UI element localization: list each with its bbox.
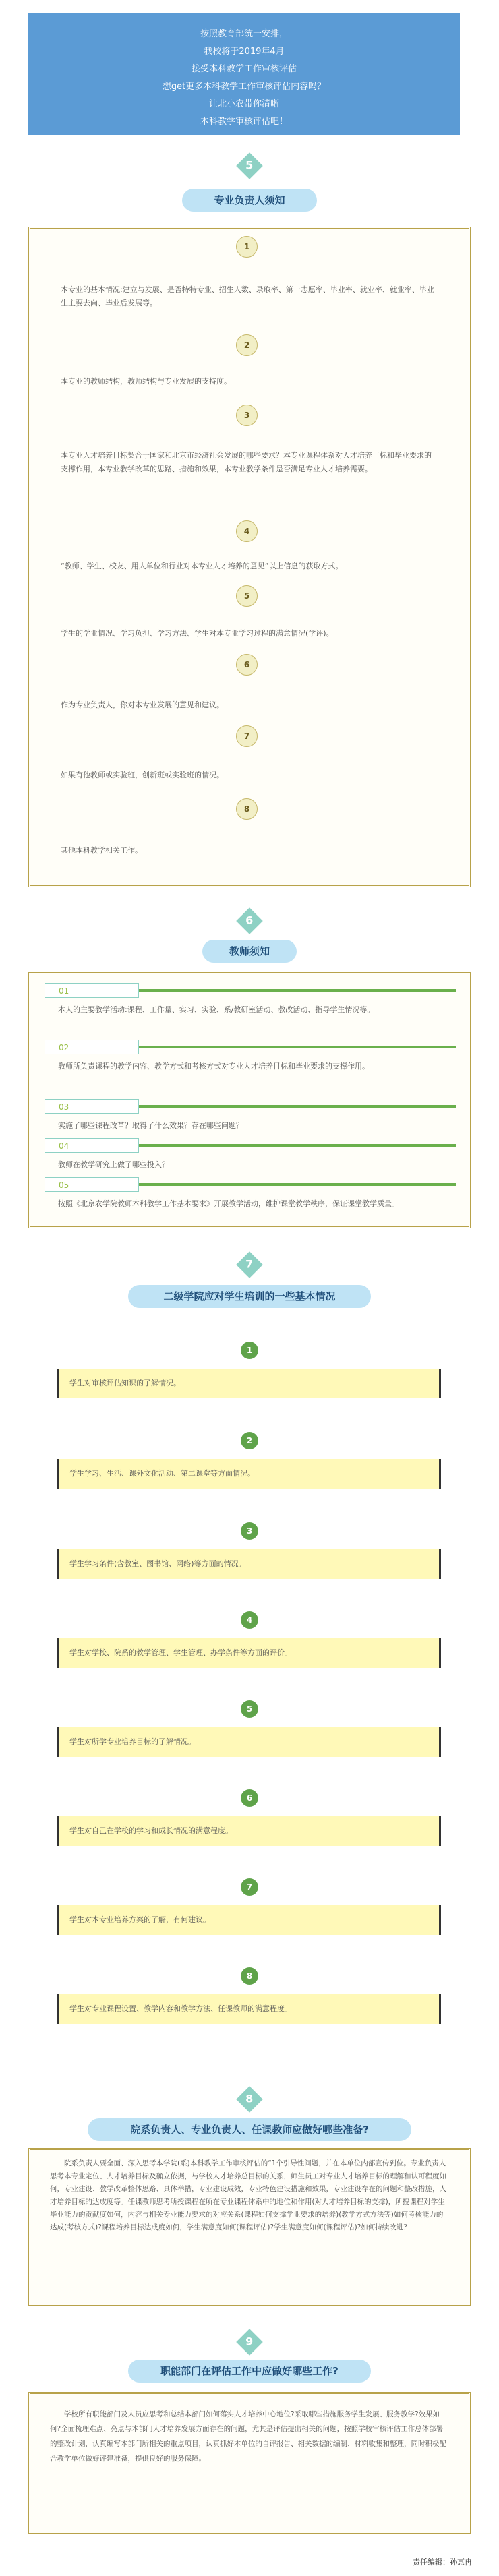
- item-text: 本人的主要教学活动:课程、工作量、实习、实验、系/教研室活动、教改活动、指导学生情况等。: [58, 1005, 375, 1014]
- item-box: 学生对自己在学校的学习和成长情况的满意程度。: [57, 1816, 441, 1846]
- item-box: 学生对学校、院系的教学管理、学生管理、办学条件等方面的评价。: [57, 1638, 441, 1668]
- item-number: 7: [241, 1878, 258, 1896]
- item-number: 6: [236, 654, 258, 676]
- section-number: 6: [236, 907, 263, 934]
- intro-line: 我校将于2019年4月: [204, 47, 285, 57]
- item-text: 实施了哪些课程改革？取得了什么效果？存在哪些问题？: [58, 1121, 243, 1130]
- intro-line: 按照教育部统一安排，: [200, 29, 288, 39]
- item-box: 学生学习条件(含教室、图书馆、网络)等方面的情况。: [57, 1549, 441, 1579]
- item-text: 学生的学业情况、学习负担、学习方法、学生对本专业学习过程的满意情况(学评)。: [61, 629, 334, 638]
- item-text: 作为专业负责人，你对本专业发展的意见和建议。: [61, 700, 224, 709]
- item-text: 其他本科教学相关工作。: [61, 846, 142, 855]
- item-number: 5: [241, 1700, 258, 1718]
- section-title: 专业负责人须知: [182, 189, 317, 212]
- item-number: 2: [236, 334, 258, 356]
- item-text: 教师所负责课程的教学内容、教学方式和考核方式对专业人才培养目标和毕业要求的支撑作用。: [58, 1062, 370, 1071]
- item-number: 5: [236, 585, 258, 607]
- item-number: 4: [241, 1611, 258, 1629]
- item-tab: 03: [45, 1099, 139, 1114]
- item-box: 学生对本专业培养方案的了解，有何建议。: [57, 1905, 441, 1935]
- intro-line: 本科教学审核评估吧！: [200, 117, 288, 127]
- item-text: 本专业的基本情况:建立与发展、是否特特专业、招生人数、录取率、第一志愿率、毕业率、就业率、就业率、毕业生主要去向、毕业后发展等。: [61, 285, 434, 307]
- item-text: 本专业的教师结构，教师结构与专业发展的支持度。: [61, 377, 231, 386]
- section-title: 教师须知: [202, 940, 297, 963]
- section-title: 职能部门在评估工作中应做好哪些工作?: [128, 2360, 371, 2383]
- item-box: 学生学习、生活、课外文化活动、第二课堂等方面情况。: [57, 1459, 441, 1489]
- divider-line: [139, 1105, 456, 1108]
- item-number: 1: [241, 1342, 258, 1359]
- item-text: 按照《北京农学院教师本科教学工作基本要求》开展教学活动，维护课堂教学秩序，保证课堂教学质量。: [58, 1199, 399, 1208]
- item-number: 1: [236, 236, 258, 258]
- divider-line: [139, 1183, 456, 1186]
- item-text: “教师、学生、校友、用人单位和行业对本专业人才培养的意见”以上信息的获取方式。: [61, 562, 343, 570]
- item-number: 3: [236, 405, 258, 426]
- item-box: 学生对所学专业培养目标的了解情况。: [57, 1727, 441, 1757]
- item-text: 本专业人才培养目标契合于国家和北京市经济社会发展的哪些要求？本专业课程体系对人才培养目标和毕业要求的支撑作用，本专业教学改革的思路、措施和效果，本专业教学条件是否满足专业人才培养需要。: [61, 451, 432, 473]
- item-number: 8: [241, 1967, 258, 1985]
- item-tab: 04: [45, 1138, 139, 1153]
- item-number: 6: [241, 1789, 258, 1807]
- section-panel: [28, 227, 471, 887]
- item-tab: 05: [45, 1177, 139, 1192]
- intro-line: 接受本科教学工作审核评估: [191, 64, 297, 74]
- item-text: 教师在教学研究上做了哪些投入？: [58, 1160, 169, 1169]
- intro-line: 想get更多本科教学工作审核评估内容吗？: [162, 82, 326, 92]
- section-number: 9: [236, 2329, 263, 2356]
- intro-banner: [28, 13, 460, 135]
- item-box: 学生对审核评估知识的了解情况。: [57, 1369, 441, 1398]
- intro-line: 让北小农带你清晰: [208, 99, 279, 109]
- section-number: 7: [236, 1251, 263, 1278]
- item-number: 8: [236, 798, 258, 820]
- editor-credit: 责任编辑：孙惠冉: [413, 2558, 472, 2567]
- section-title: 院系负责人、专业负责人、任课教师应做好哪些准备?: [88, 2118, 411, 2141]
- item-number: 7: [236, 725, 258, 747]
- section-paragraph: 学校所有职能部门及人员应思考和总结本部门如何落实人才培养中心地位?采取哪些措施服务学生发展、服务教学?效果如何?全面梳理难点、亮点与本部门人才培养发展方面存在的问题，尤其是评估提出相关的问题，按照学校审核评估工作总体部署的整改计划，认真编写本部门所相关的重点项目，认真抓好本单位的自评报告、相关数据的编制、材料收集和整理，同时积极配合教学单位做好评建准备，提供良好的服务保障。: [50, 2410, 446, 2463]
- item-text: 如果有他教师或实验班，创新班或实验班的情况。: [61, 771, 224, 779]
- item-tab: 02: [45, 1040, 139, 1054]
- divider-line: [139, 1046, 456, 1048]
- section-number: 8: [236, 2086, 263, 2113]
- section-paragraph: 院系负责人要全面、深入思考本学院(系)本科教学工作审核评估的“1个引导性问题，并在本单位内部宣传到位。专业负责人思考本专业定位、人才培养目标及确立依据，与学校人才培养总目标的关系，师生员工对专业人才培养目标的理解和认可程度如何，专业建设、教学改革整体思路、具体举措，专业建设成效，专业特色建设措施和效果，专业建设存在的问题和整改措施，人才培养目标的达成度等。任课教师思考所授课程在所在专业课程体系中的地位和作用(对人才培养目标的支撑)，所授课程对学生毕业能力的贡献度如何，内容与相关专业能力要求的对应关系(课程如何支撑学业要求的培养)(教学方式方法等)如何考核能力的达成(考核方式)?课程培养目标达成度如何，学生满意度如何(课程评估)?学生满意度如何(课程评估)?如何持续改进？: [50, 2159, 446, 2231]
- divider-line: [139, 989, 456, 992]
- section-number: 5: [236, 152, 263, 179]
- divider-line: [139, 1144, 456, 1147]
- item-box: 学生对专业课程设置、教学内容和教学方法、任课教师的满意程度。: [57, 1994, 441, 2024]
- item-tab: 01: [45, 983, 139, 998]
- section-title: 二级学院应对学生培训的一些基本情况: [128, 1285, 371, 1308]
- item-number: 3: [241, 1522, 258, 1540]
- item-number: 2: [241, 1432, 258, 1449]
- item-number: 4: [236, 520, 258, 542]
